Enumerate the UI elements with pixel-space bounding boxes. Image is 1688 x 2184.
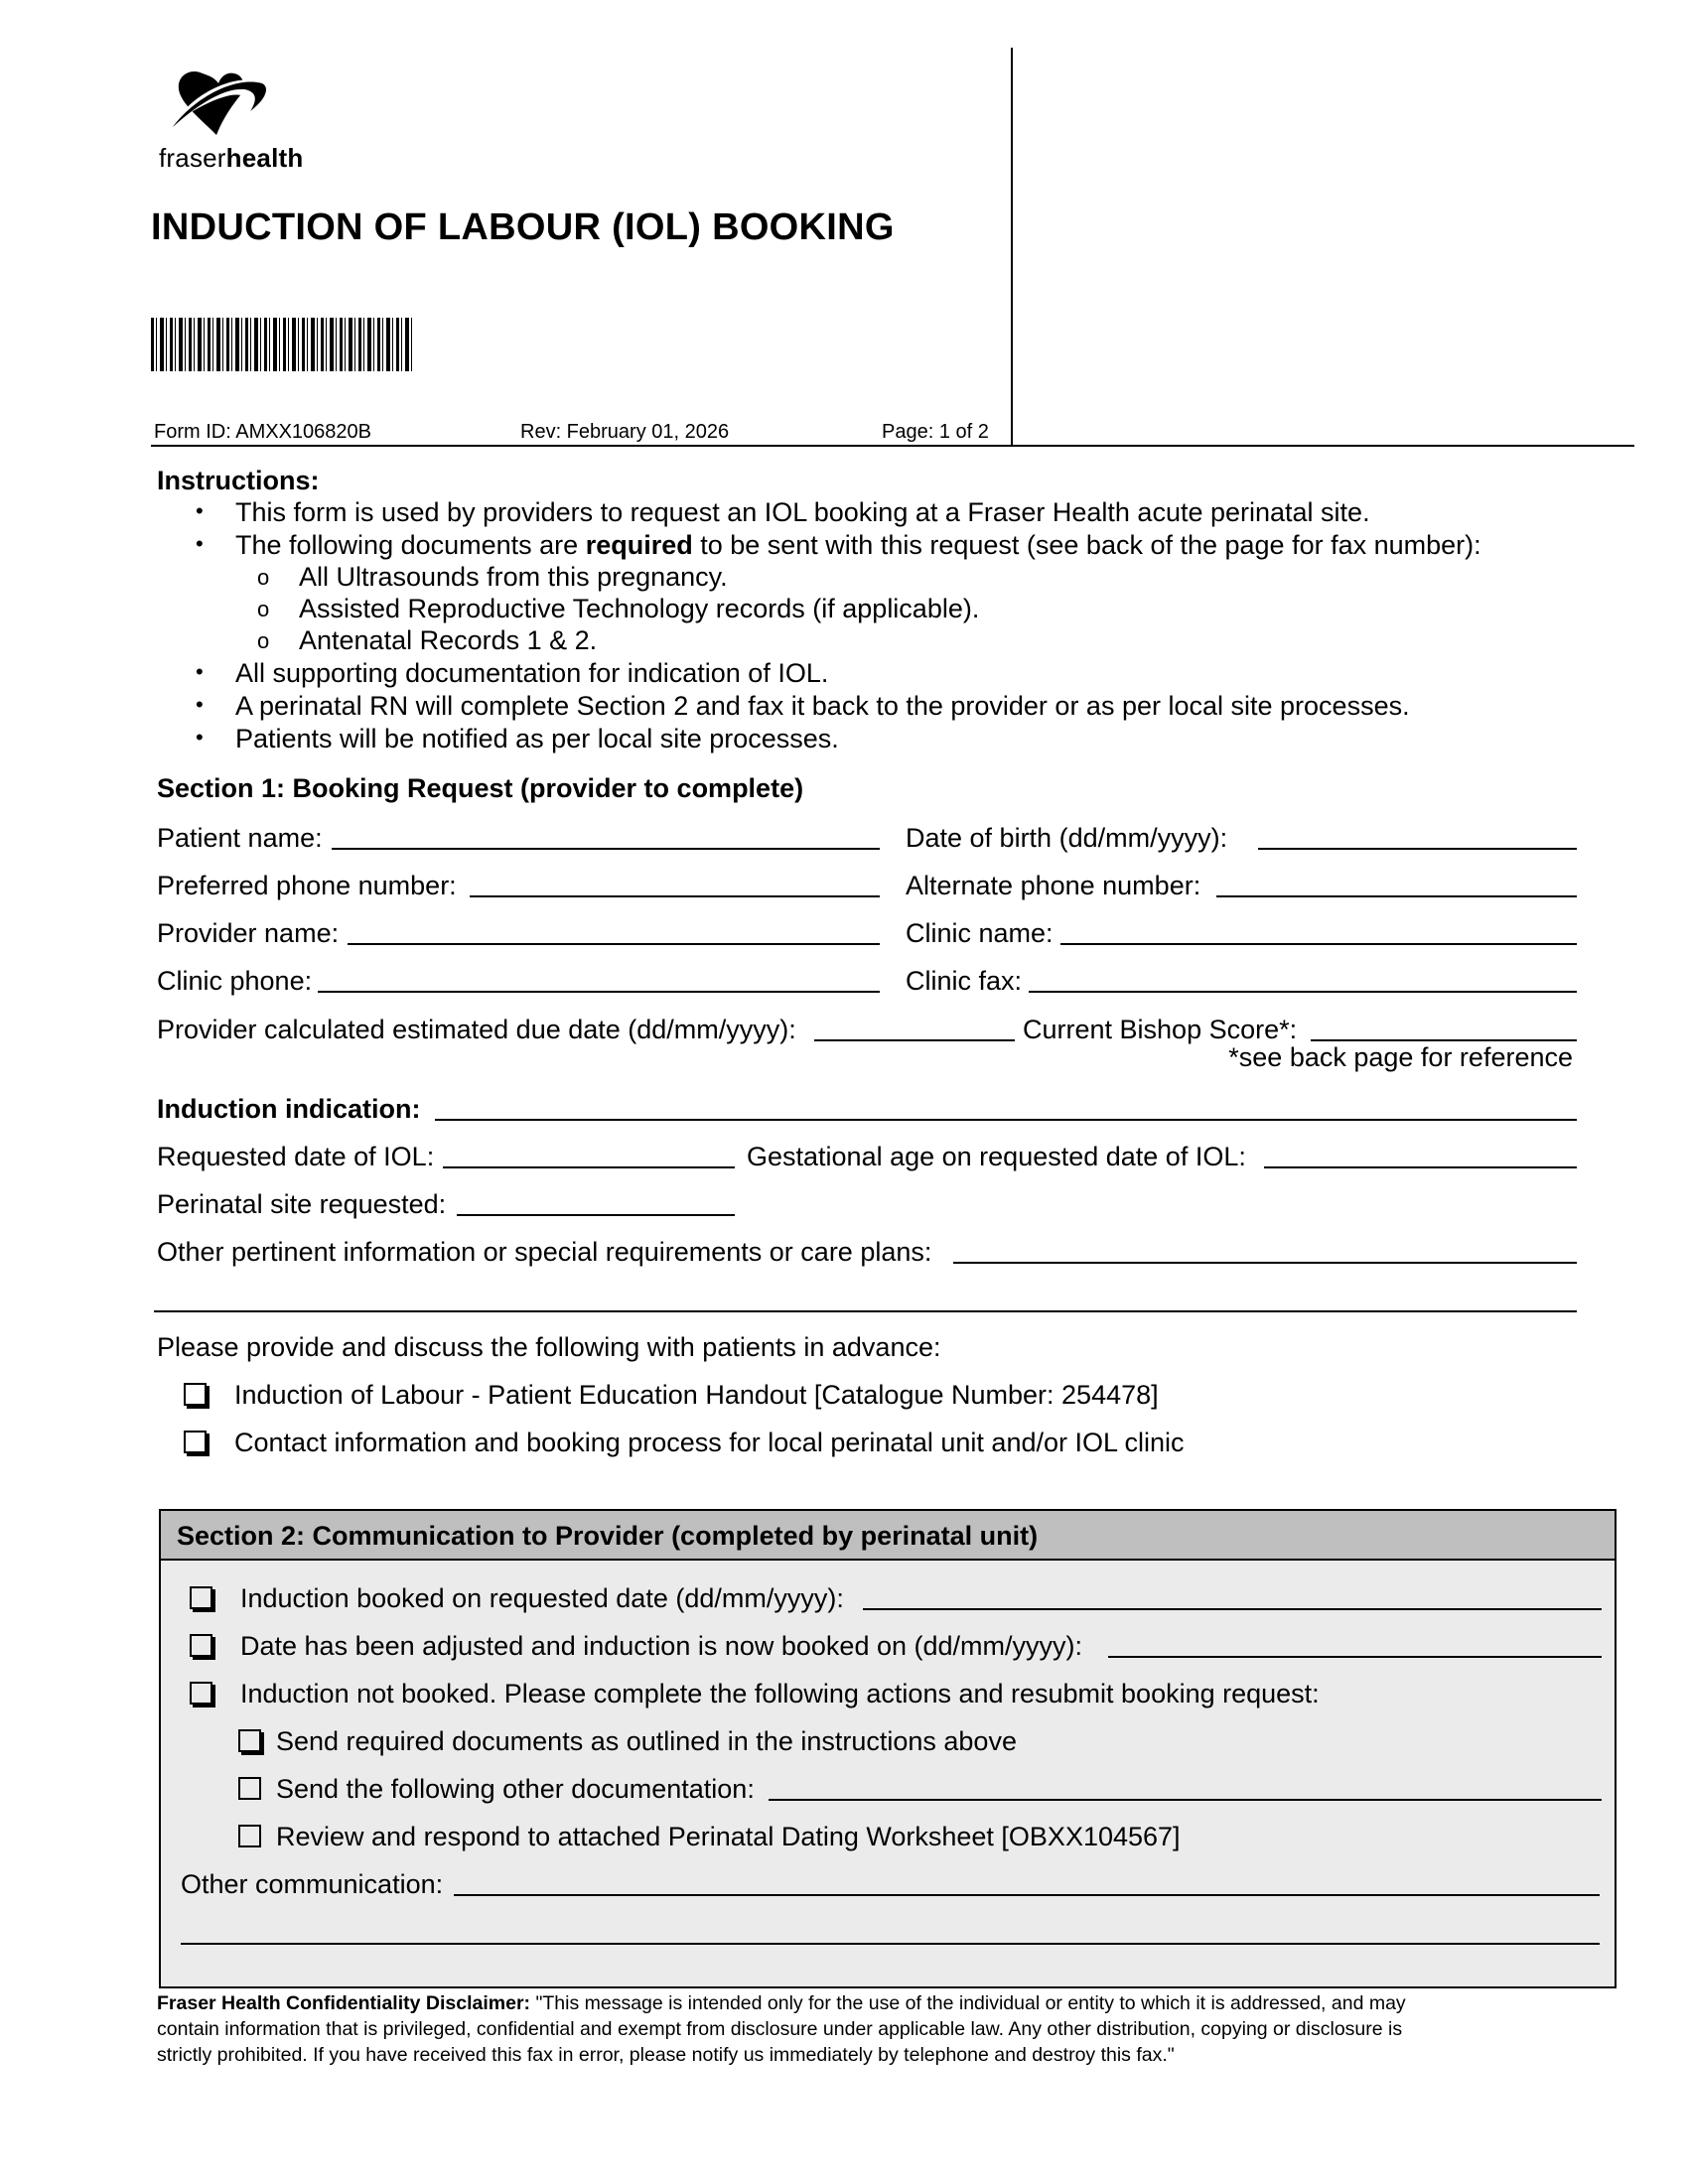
- instructions-heading: Instructions:: [157, 466, 320, 495]
- preferred-phone-label: Preferred phone number:: [157, 871, 457, 900]
- instruction-item: This form is used by providers to request an IOL booking at a Fraser Health acute perinatal site.: [235, 497, 1370, 527]
- bullet: •: [196, 498, 204, 523]
- alternate-phone-label: Alternate phone number:: [906, 871, 1201, 900]
- provider-name-field[interactable]: [348, 943, 880, 945]
- send-required-label: Send required documents as outlined in the instructions above: [276, 1726, 1017, 1756]
- booked-requested-field[interactable]: [863, 1608, 1602, 1610]
- clinic-phone-label: Clinic phone:: [157, 966, 313, 996]
- induction-indication-field[interactable]: [435, 1119, 1577, 1121]
- section2-box: [159, 1509, 1617, 1988]
- not-booked-label: Induction not booked. Please complete the following actions and resubmit booking request:: [240, 1679, 1320, 1708]
- instruction-text: to be sent with this request (see back of the page for fax number):: [692, 530, 1481, 560]
- perinatal-site-field[interactable]: [457, 1214, 735, 1216]
- induction-indication-label: Induction indication:: [157, 1094, 421, 1124]
- contact-info-label: Contact information and booking process for local perinatal unit and/or IOL clinic: [234, 1428, 1185, 1457]
- due-date-label: Provider calculated estimated due date (dd/mm/yyyy):: [157, 1015, 796, 1044]
- provider-name-label: Provider name:: [157, 918, 340, 948]
- instruction-sub-item: Antenatal Records 1 & 2.: [299, 625, 598, 655]
- disclaimer-line: strictly prohibited. If you have received this fax in error, please notify us immediately by telephone and destroy this fax.": [157, 2044, 1175, 2066]
- confidentiality-disclaimer: [157, 1990, 1577, 2068]
- other-info-field-line2[interactable]: [154, 1310, 1577, 1312]
- clinic-fax-label: Clinic fax:: [906, 966, 1023, 996]
- header-vertical-divider: [1011, 48, 1013, 445]
- requested-date-label: Requested date of IOL:: [157, 1142, 435, 1171]
- clinic-name-label: Clinic name:: [906, 918, 1054, 948]
- discuss-intro: Please provide and discuss the following with patients in advance:: [157, 1332, 941, 1362]
- patient-name-field[interactable]: [332, 848, 880, 850]
- logo-text-light: fraser: [159, 143, 226, 173]
- handout-label: Induction of Labour - Patient Education Handout [Catalogue Number: 254478]: [234, 1380, 1159, 1410]
- perinatal-site-label: Perinatal site requested:: [157, 1189, 447, 1219]
- patient-name-label: Patient name:: [157, 823, 323, 853]
- send-other-label: Send the following other documentation:: [276, 1774, 755, 1804]
- date-adjusted-field[interactable]: [1108, 1656, 1602, 1658]
- instruction-item-required: [235, 529, 1481, 561]
- page-number: Page: 1 of 2: [882, 421, 989, 443]
- bullet: •: [196, 659, 204, 684]
- send-other-field[interactable]: [769, 1799, 1602, 1801]
- instruction-sub-item: All Ultrasounds from this pregnancy.: [299, 562, 728, 592]
- sub-bullet: o: [257, 628, 270, 653]
- instruction-text-bold: required: [585, 530, 693, 560]
- disclaimer-text: "This message is intended only for the use of the individual or entity to which it is addressed, and may: [530, 1992, 1406, 2014]
- instruction-item: All supporting documentation for indication of IOL.: [235, 658, 829, 688]
- dob-label: Date of birth (dd/mm/yyyy):: [906, 823, 1228, 853]
- section1-heading: Section 1: Booking Request (provider to complete): [157, 773, 804, 803]
- bullet: •: [196, 692, 204, 717]
- logo-text-bold: health: [225, 143, 304, 173]
- requested-date-field[interactable]: [443, 1166, 735, 1168]
- other-communication-field[interactable]: [454, 1894, 1600, 1896]
- bishop-note: *see back page for reference: [1228, 1042, 1573, 1072]
- disclaimer-line: [157, 1990, 1577, 2016]
- bishop-score-label: Current Bishop Score*:: [1023, 1015, 1298, 1044]
- clinic-phone-field[interactable]: [318, 991, 880, 993]
- not-booked-checkbox[interactable]: [190, 1682, 212, 1705]
- other-info-label: Other pertinent information or special requirements or care plans:: [157, 1237, 932, 1267]
- bullet: •: [196, 531, 204, 556]
- barcode: [151, 318, 413, 371]
- page-title: INDUCTION OF LABOUR (IOL) BOOKING: [151, 206, 895, 248]
- send-required-checkbox[interactable]: [238, 1729, 261, 1752]
- clinic-fax-field[interactable]: [1029, 991, 1577, 993]
- sub-bullet: o: [257, 565, 270, 590]
- review-worksheet-checkbox[interactable]: [238, 1825, 261, 1847]
- fraser-health-logo-icon: [171, 66, 270, 143]
- instruction-sub-item: Assisted Reproductive Technology records (if applicable).: [299, 594, 980, 623]
- date-adjusted-label: Date has been adjusted and induction is now booked on (dd/mm/yyyy):: [240, 1631, 1082, 1661]
- dob-field[interactable]: [1258, 848, 1577, 850]
- instruction-text: The following documents are: [235, 530, 586, 560]
- send-other-checkbox[interactable]: [238, 1777, 261, 1800]
- fraser-health-logo-text: [159, 143, 303, 174]
- alternate-phone-field[interactable]: [1216, 895, 1577, 897]
- date-adjusted-checkbox[interactable]: [190, 1634, 212, 1657]
- clinic-name-field[interactable]: [1060, 943, 1577, 945]
- handout-checkbox[interactable]: [184, 1383, 207, 1406]
- other-communication-field-line2[interactable]: [181, 1943, 1600, 1945]
- sub-bullet: o: [257, 597, 270, 621]
- section2-heading: Section 2: Communication to Provider (completed by perinatal unit): [177, 1521, 1039, 1551]
- other-communication-label: Other communication:: [181, 1869, 444, 1899]
- instruction-item: A perinatal RN will complete Section 2 and fax it back to the provider or as per local site processes.: [235, 691, 1410, 721]
- review-worksheet-label: Review and respond to attached Perinatal Dating Worksheet [OBXX104567]: [276, 1822, 1181, 1851]
- due-date-field[interactable]: [814, 1039, 1015, 1041]
- gestational-age-label: Gestational age on requested date of IOL:: [747, 1142, 1246, 1171]
- gestational-age-field[interactable]: [1264, 1166, 1577, 1168]
- booked-requested-checkbox[interactable]: [190, 1586, 212, 1609]
- booked-requested-label: Induction booked on requested date (dd/mm/yyyy):: [240, 1583, 844, 1613]
- other-info-field[interactable]: [953, 1262, 1577, 1264]
- disclaimer-label: Fraser Health Confidentiality Disclaimer:: [157, 1992, 531, 2014]
- contact-info-checkbox[interactable]: [184, 1431, 207, 1453]
- instruction-item: Patients will be notified as per local site processes.: [235, 724, 839, 753]
- header-horizontal-divider: [151, 445, 1634, 447]
- revision-date: Rev: February 01, 2026: [520, 421, 730, 443]
- preferred-phone-field[interactable]: [470, 895, 880, 897]
- bullet: •: [196, 725, 204, 750]
- form-id: Form ID: AMXX106820B: [154, 421, 371, 443]
- section2-header: [161, 1511, 1615, 1561]
- disclaimer-line: contain information that is privileged, confidential and exempt from disclosure under applicable law. Any other distribution, copying or disclosure is: [157, 2018, 1403, 2040]
